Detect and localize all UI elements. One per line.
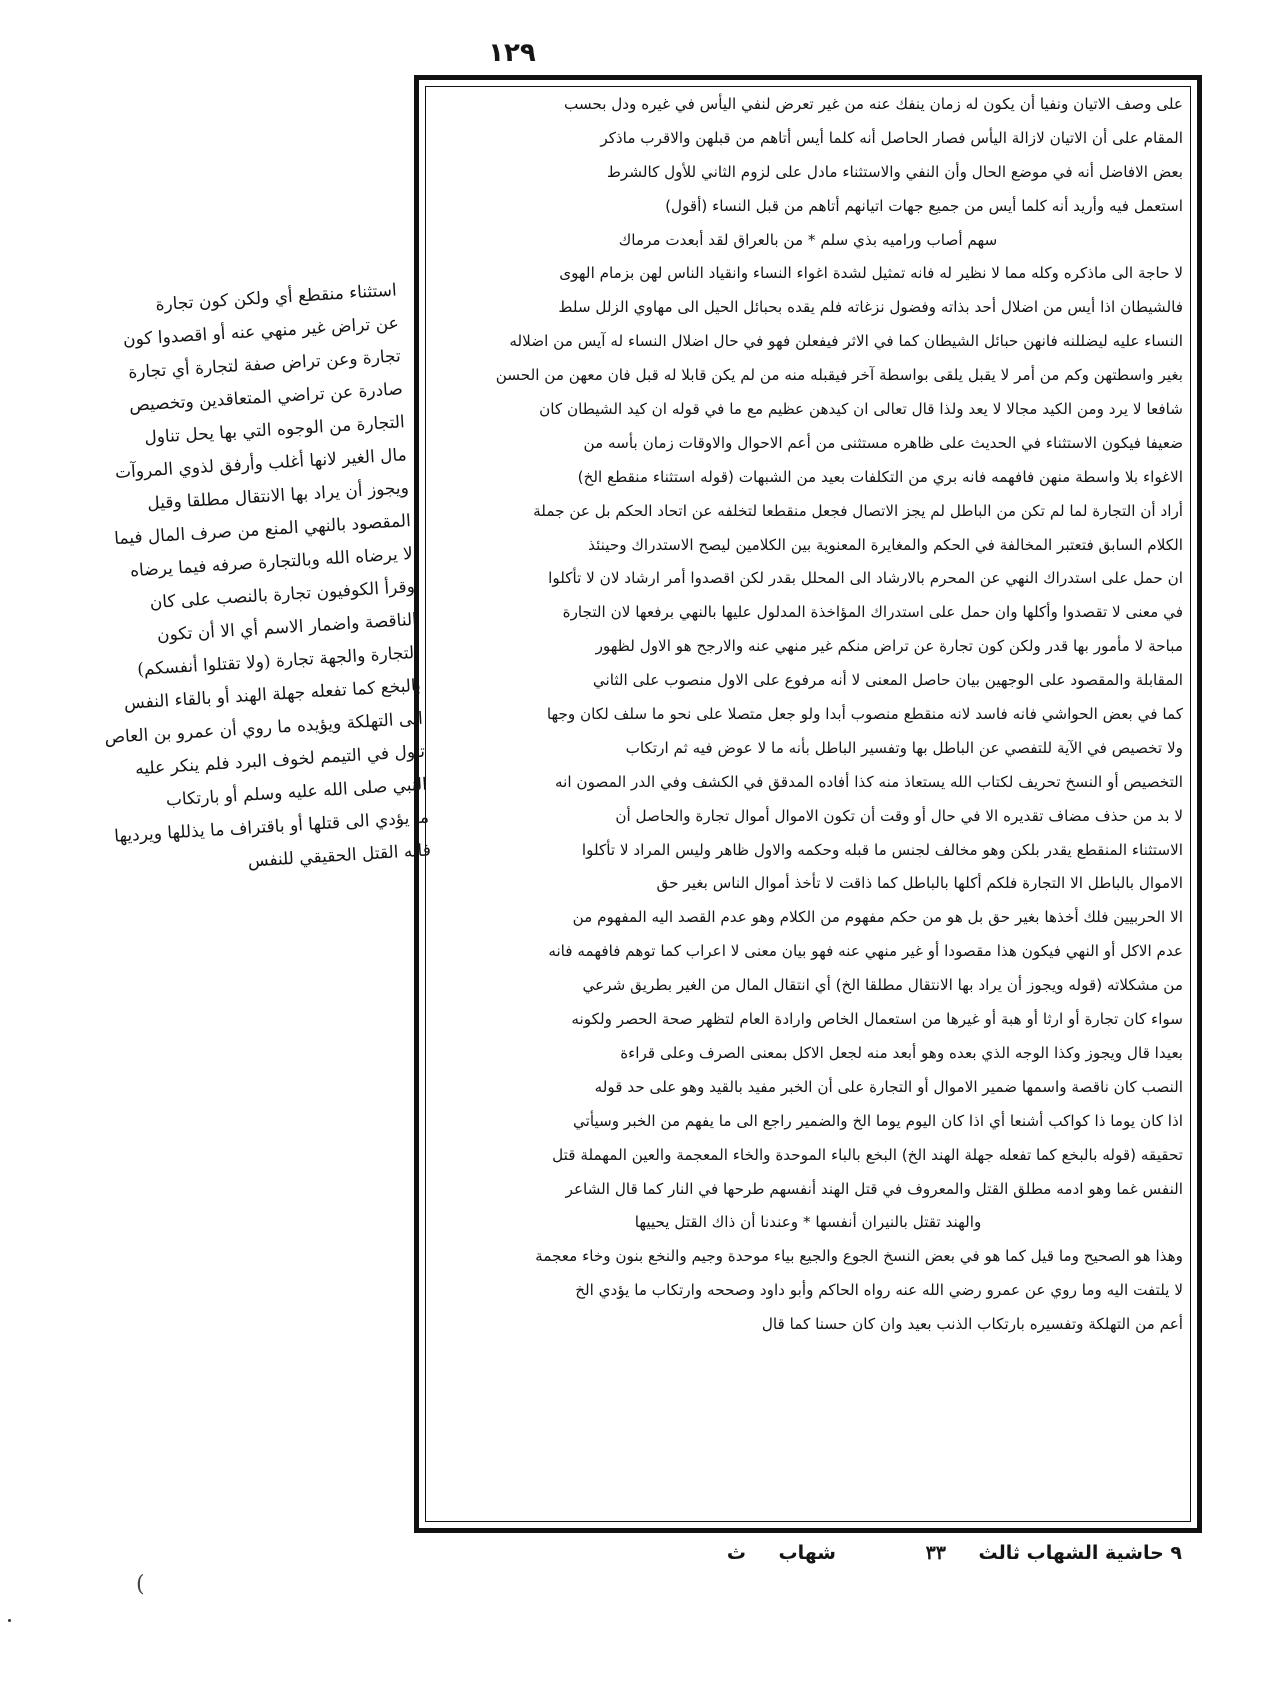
main-text-line: اذا كان يوما ذا كواكب أشنعا أي اذا كان اليوم يوما الخ والضمير راجع الى ما يفهم من الخبر وسيأتي: [572, 1111, 1183, 1130]
main-text-line: النصب كان ناقصة واسمها ضمير الاموال أو التجارة على أن الخبر مفيد بالقيد وهو على حد قوله: [594, 1077, 1183, 1096]
footer-mark: ث: [726, 1542, 746, 1564]
page-footer: [580, 1542, 1182, 1582]
main-text-line: لا حاجة الى ماذكره وكله مما لا نظير له فانه تمثيل لشدة اغواء النساء وانقياد الناس لهن بزمام الهوى: [559, 264, 1183, 283]
main-text-line: مباحة لا مأمور بها قدر ولكن كون تجارة عن تراض منكم غير منهي عنه والارجح هو الاول لظهور: [595, 637, 1183, 656]
main-text-line: من مشكلاته (قوله ويجوز أن يراد بها الانتقال مطلقا الخ) أي انتقال المال من الغير بطريق شرعي: [582, 976, 1183, 995]
main-text-line: الاموال بالباطل الا التجارة فلكم أكلها بالباطل كما ذاقت لا تأخذ أموال الناس بغير حق: [656, 874, 1183, 893]
footer-sheet-number: ٣٣: [925, 1543, 946, 1564]
main-text-line: سواء كان تجارة أو ارثا أو هبة أو غيرها من استعمال الخاص وارادة العام لتظهر صحة الحصر ولكونه: [571, 1010, 1183, 1029]
main-text-line: كما في بعض الحواشي فانه فاسد لانه منقطع منصوب أبدا ولو جعل متصلا على نحو ما سلف لكان وجها: [546, 705, 1183, 724]
footer-signature: ٩ حاشية الشهاب ثالث: [978, 1542, 1182, 1564]
main-text-line: ولا تخصيص في الآية للتفصي عن الباطل بها وتفسير الباطل بأنه ما لا عوض فيه ثم ارتكاب: [625, 738, 1183, 757]
margin-text-line: تجارة وعن تراض صفة لتجارة أي تجارة: [127, 346, 402, 383]
main-text-line: شافعا لا يرد ومن الكيد مجالا لا يعد ولذا قال تعالى ان كيدهن عظيم مع ما في قوله ان كيد الشيطان كان: [539, 400, 1183, 419]
margin-text-line: ويجوز أن يراد بها الانتقال مطلقا وقيل: [146, 478, 410, 515]
main-text-line: بعض الافاضل أنه في موضع الحال وأن النفي والاستثناء مادل على لزوم الثاني للأول كالشرط: [606, 162, 1183, 181]
main-text-line: تحقيقه (قوله بالبخع كما تفعله جهلة الهند الخ) البخع بالباء الموحدة والخاء المعجمة والعين المهملة قتل: [552, 1145, 1183, 1164]
main-text-line: أعم من التهلكة وتفسيره بارتكاب الذنب بعيد وان كان حسنا كما قال: [761, 1315, 1183, 1334]
main-text-line: سهم أصاب وراميه بذي سلم * من بالعراق لقد أبعدت مرماك: [618, 230, 998, 249]
margin-text-line: صادرة عن تراضي المتعاقدين وتخصيص: [128, 379, 404, 416]
main-text-line: والهند تقتل بالنيران أنفسها * وعندنا أن ذاك القتل يحييها: [634, 1213, 982, 1232]
main-text-line: الاستثناء المنقطع يقدر بلكن وهو مخالف لجنس ما قبله وحكمه والاول ظاهر وليس المراد لا تأكلوا: [581, 840, 1183, 859]
margin-text-line: الى التهلكة ويؤيده ما روي أن عمرو بن العاص: [103, 708, 424, 749]
main-text-line: ان حمل على استدراك النهي عن المحرم بالارشاد الى المحلل بقدر لكن اقصدوا أمر ارشاد لان لا تأكلوا: [548, 569, 1183, 588]
margin-text-line: التجارة من الوجوه التي بها يحل تناول: [143, 412, 406, 449]
main-text-line: المقام على أن الاتيان لازالة اليأس فصار الحاصل أنه كلما أيس أتاهم من قبلهن والاقرب ماذكر: [600, 128, 1183, 147]
margin-text-line: فانه القتل الحقيقي للنفس: [247, 840, 432, 872]
main-text-line: عدم الاكل أو النهي فيكون هذا مقصودا أو غير منهي عنه فهو بيان معنى لا اعراب كما توهم فافهمه فانه: [548, 942, 1183, 961]
main-text-line: الاغواء بلا واسطة منهن فافهمه فانه بري من التكلفات بعيد من الشبهات (قوله استثناء منقطع الخ): [577, 467, 1183, 486]
main-text-line: وهذا هو الصحيح وما قيل كما هو في بعض النسخ الجوع والجيع بياء موحدة وجيم والنخع بنون وخاء معجمة: [535, 1247, 1183, 1266]
ink-dot: [8, 1619, 11, 1622]
main-text-line: أراد أن التجارة لما لم تكن من الباطل لم يجز الاتصال فجعل منقطعا لتخلفه عن اتحاد الحكم بل عن جملة: [533, 501, 1183, 520]
margin-text-line: المقصود بالنهي المنع من صرف المال فيما: [113, 511, 412, 550]
main-text-line: على وصف الاتيان ونفيا أن يكون له زمان ينفك عنه من غير تعرض لنفي اليأس في غيره ودل بحسب: [563, 95, 1183, 113]
margin-commentary: [52, 274, 432, 888]
main-text-block: [433, 88, 1183, 1342]
main-text-line: النفس غما وهو ادمه مطلق القتل والمعروف في قتل الهند أنفسهم طرحها في النار كما قال الشاعر: [565, 1179, 1183, 1198]
main-text-line: في معنى لا تقصدوا وأكلها وان حمل على استدراك المؤاخذة المدلول عليها بالنهي برفعها لان التجارة: [562, 603, 1183, 622]
margin-text-line: تأول في التيمم لخوف البرد فلم ينكر عليه: [134, 741, 426, 780]
main-text-line: فالشيطان اذا أيس من اضلال أحد بذاته وفضول نزغاته فلم يقده بحبائل الحيل الى مهاوي الزلل سلط: [558, 298, 1183, 317]
margin-text-line: مال الغير لانها أغلب وأرفق لذوي المروآت: [114, 445, 408, 483]
main-text-line: المقابلة والمقصود على الوجهين بيان حاصل المعنى لا أنه مرفوع على الاول منصوب على الثاني: [592, 671, 1183, 690]
margin-text-line: ما يؤدي الى قتلها أو باقتراف ما يذللها ويرديها: [113, 807, 430, 847]
margin-text-line: لا يرضاه الله وبالتجارة صرفه فيما يرضاه: [129, 543, 414, 582]
main-text-line: الا الحربيين فلك أخذها بغير حق بل هو من حكم مفهوم من الكلام وهو عدم القصد اليه المفهوم من: [572, 908, 1183, 927]
main-text-line: استعمل فيه وأريد أنه كلما أيس من جميع جهات اتيانهم أتاهم من قبل النساء (أقول): [665, 196, 1183, 215]
margin-text-line: النبي صلى الله عليه وسلم أو بارتكاب: [165, 774, 428, 811]
main-text-line: التخصيص أو النسخ تحريف لكتاب الله يستعاذ منه كذا أفاده المدقق في الكشف وفي الدر المصون انه: [555, 772, 1183, 791]
margin-text-line: استثناء منقطع أي ولكن كون تجارة: [154, 280, 398, 316]
main-text-line: النساء عليه ليضللنه فانهن حبائل الشيطان كما في الاثر فيفعلن فهو في حال اضلال النساء له آيس من اضلاله: [509, 332, 1183, 351]
margin-text-line: عن تراض غير منهي عنه أو اقصدوا كون: [122, 313, 400, 351]
margin-text-line: الناقصة واضمار الاسم أي الا أن تكون: [156, 609, 418, 646]
page-number: ١٢٩: [488, 38, 536, 68]
main-text-line: بغير واسطتهن وكم من أمر لا يقبل يلقى بواسطة آخر فيقبله منه من لم يكن قابلا له قبل فان معهن من الحسن: [495, 366, 1183, 385]
margin-text-line: وقرأ الكوفيون تجارة بالنصب على كان: [149, 576, 416, 614]
footer-label: شهاب: [778, 1542, 836, 1564]
main-text-line: بعيدا قال ويجوز وكذا الوجه الذي بعده وهو أبعد منه لجعل الاكل بمعنى الصرف وعلى قراءة: [620, 1043, 1183, 1062]
main-text-line: ضعيفا فيكون الاستثناء في الحديث على ظاهره مستثنى من أعم الاحوال والاوقات زمان بأسه من: [583, 433, 1183, 452]
main-text-line: لا بد من حذف مضاف تقديره الا في حال أو وقت أن تكون الاموال أموال تجارة والحاصل أن: [615, 806, 1183, 825]
page-frame: [414, 75, 1202, 1533]
main-text-line: لا يلتفت اليه وما روي عن عمرو رضي الله عنه رواه الحاكم وأبو داود وصححه وارتكاب ما يؤدي الخ: [575, 1281, 1183, 1300]
main-text-line: الكلام السابق فتعتبر المخالفة في الحكم والمغايرة المعنوية بين الكلامين ليصح الاستدراك وحينئذ: [588, 535, 1183, 554]
margin-text-line: بالبخع كما تفعله جهلة الهند أو بالقاء النفس: [123, 675, 422, 714]
stray-paren-mark: (: [136, 1572, 145, 1597]
margin-text-line: التجارة والجهة تجارة (ولا تقتلوا أنفسكم): [136, 642, 420, 680]
